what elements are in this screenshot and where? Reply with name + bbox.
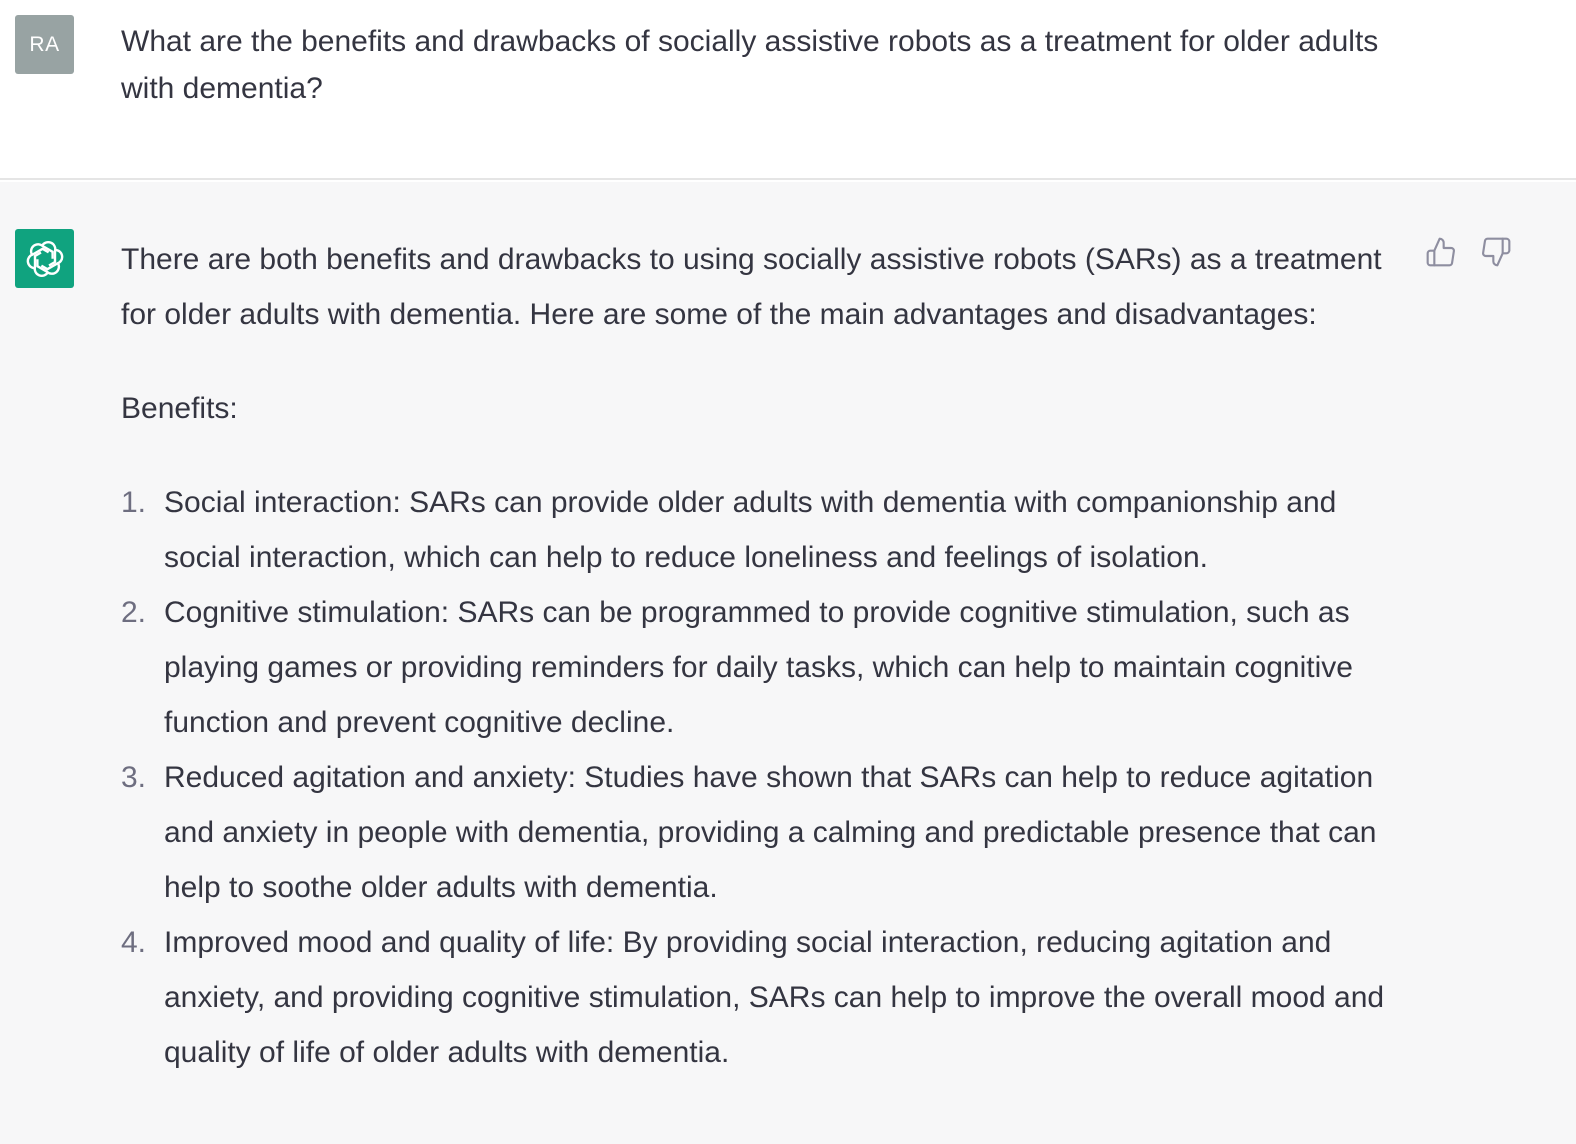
user-avatar-initials: RA — [29, 32, 60, 56]
thumbs-up-icon[interactable] — [1423, 234, 1459, 270]
user-message — [0, 0, 1576, 180]
list-item-number: 1. — [121, 486, 147, 519]
list-item-text: Reduced agitation and anxiety: Studies have shown that SARs can help to reduce agitation and anxiety in people with dementia, providing a calming and predictable presence that can help to soothe older adults with dementia. — [164, 761, 1377, 904]
openai-logo-icon — [15, 229, 74, 288]
list-item-number: 2. — [121, 596, 147, 629]
user-avatar — [15, 15, 74, 74]
user-message-text: What are the benefits and drawbacks of socially assistive robots as a treatment for older adults with dementia? — [121, 25, 1379, 105]
list-item-text: Social interaction: SARs can provide older adults with dementia with companionship and social interaction, which can help to reduce loneliness and feelings of isolation. — [164, 486, 1337, 574]
list-item — [121, 585, 1411, 750]
list-item-text: Improved mood and quality of life: By providing social interaction, reducing agitation and anxiety, and providing cognitive stimulation, SARs can help to improve the overall mood and quality of life of older adults with dementia. — [164, 926, 1385, 1069]
list-item — [121, 915, 1411, 1080]
assistant-message — [0, 182, 1576, 1144]
list-item — [121, 750, 1411, 915]
assistant-intro-text: There are both benefits and drawbacks to using socially assistive robots (SARs) as a treatment for older adults with dementia. Here are some of the main advantages and disadvantages: — [121, 243, 1382, 331]
list-item — [121, 475, 1411, 585]
benefits-heading: Benefits: — [121, 392, 238, 425]
list-item-number: 3. — [121, 761, 147, 794]
benefits-list — [121, 475, 1411, 1080]
list-item-text: Cognitive stimulation: SARs can be programmed to provide cognitive stimulation, such as playing games or providing reminders for daily tasks, which can help to maintain cognitive function and prevent cognitive decline. — [164, 596, 1353, 739]
list-item-number: 4. — [121, 926, 147, 959]
thumbs-down-icon[interactable] — [1478, 234, 1514, 270]
assistant-message-body — [121, 232, 1411, 1080]
